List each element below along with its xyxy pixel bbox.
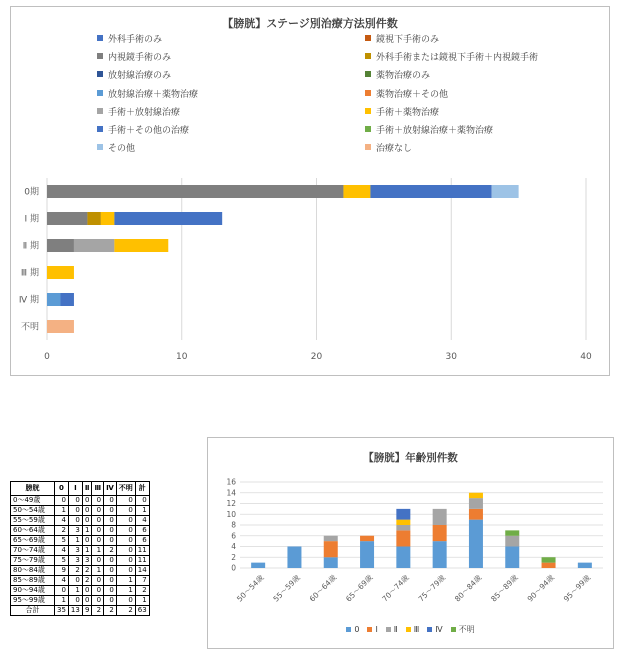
bar-segment xyxy=(433,541,447,568)
x-tick-label: 80～84歳 xyxy=(452,573,484,604)
bar-segment xyxy=(47,293,60,306)
table-cell: 2 xyxy=(135,586,149,596)
table-cell: 2 xyxy=(104,606,117,616)
table-cell: 0 xyxy=(116,566,135,576)
table-cell: 0 xyxy=(116,596,135,606)
table-cell: 14 xyxy=(135,566,149,576)
bar-segment xyxy=(469,493,483,498)
table-cell: 70～74歳 xyxy=(11,546,55,556)
bar-segment xyxy=(469,509,483,520)
legend-swatch xyxy=(346,627,351,632)
legend-label: Ⅲ xyxy=(413,625,420,634)
table-cell: 4 xyxy=(135,516,149,526)
x-tick-label: 90～94歳 xyxy=(525,573,556,604)
x-tick-label: 50～54歳 xyxy=(235,573,266,604)
x-tick-label: 70～74歳 xyxy=(380,573,411,604)
y-tick-label: 16 xyxy=(226,477,236,487)
table-cell: 95～99歳 xyxy=(11,596,55,606)
bar-segment xyxy=(74,239,114,252)
table-row xyxy=(11,566,150,576)
legend-label: 手術＋その他の治療 xyxy=(108,126,190,136)
bar-segment xyxy=(251,563,265,568)
bar-segment xyxy=(324,541,338,557)
table-cell: 3 xyxy=(68,556,82,566)
legend-label: Ⅳ xyxy=(435,625,443,634)
table-cell: 0 xyxy=(104,566,117,576)
x-tick-label: 85～89歳 xyxy=(489,573,520,604)
y-tick-label: Ⅲ 期 xyxy=(20,268,39,279)
table-cell: 90～94歳 xyxy=(11,586,55,596)
table-cell: 0 xyxy=(82,516,92,526)
table-cell: 1 xyxy=(55,596,69,606)
table-cell: 11 xyxy=(135,556,149,566)
table-header-cell: 計 xyxy=(135,482,149,496)
table-cell: 0 xyxy=(92,506,104,516)
legend-item xyxy=(346,625,359,634)
bar-segment xyxy=(542,557,556,562)
table-cell: 6 xyxy=(135,536,149,546)
bar-segment xyxy=(578,563,592,568)
table-cell: 6 xyxy=(135,526,149,536)
y-tick-label: 6 xyxy=(231,531,236,541)
table-cell: 0 xyxy=(104,556,117,566)
bar-segment xyxy=(505,530,519,535)
table-cell: 0 xyxy=(104,586,117,596)
table-cell: 0 xyxy=(116,556,135,566)
x-tick-label: 0 xyxy=(44,352,50,362)
table-cell: 5 xyxy=(55,556,69,566)
bar-segment xyxy=(114,239,168,252)
x-tick-label: 20 xyxy=(310,352,323,362)
legend-label: 手術＋放射線治療 xyxy=(108,107,181,118)
table-row xyxy=(11,506,150,516)
y-tick-label: 0 xyxy=(231,563,236,573)
legend-item xyxy=(386,625,398,634)
table-cell: 0 xyxy=(104,576,117,586)
legend-label: Ⅰ xyxy=(375,625,378,634)
table-cell: 55～59歳 xyxy=(11,516,55,526)
table-header-cell: 0 xyxy=(55,482,69,496)
legend-label: 手術＋放射線治療＋薬物治療 xyxy=(376,126,494,136)
table-cell: 3 xyxy=(68,526,82,536)
y-tick-label: 2 xyxy=(231,552,236,562)
table-cell: 0 xyxy=(92,556,104,566)
table-cell: 合計 xyxy=(11,606,55,616)
table-row xyxy=(11,516,150,526)
table-cell: 65～69歳 xyxy=(11,536,55,546)
table-cell: 0 xyxy=(116,546,135,556)
table-cell: 7 xyxy=(135,576,149,586)
x-tick-label: 60～64歳 xyxy=(307,573,339,604)
table-cell: 1 xyxy=(82,526,92,536)
table-cell: 0 xyxy=(104,536,117,546)
table-cell: 0 xyxy=(68,596,82,606)
table-header-cell: Ⅰ xyxy=(68,482,82,496)
table-cell: 0 xyxy=(116,516,135,526)
bar-segment xyxy=(47,212,87,225)
x-tick-label: 40 xyxy=(580,352,592,362)
table-cell: 3 xyxy=(68,546,82,556)
x-tick-label: 55～59歳 xyxy=(271,573,302,604)
legend-label: 外科手術または鏡視下手術＋内視鏡手術 xyxy=(376,53,539,64)
table-cell: 0 xyxy=(116,526,135,536)
table-cell: 0 xyxy=(104,506,117,516)
legend-label: 不明 xyxy=(458,625,475,634)
table-row xyxy=(11,546,150,556)
table-cell: 4 xyxy=(55,576,69,586)
table-cell: 0 xyxy=(104,526,117,536)
table-row xyxy=(11,526,150,536)
table-cell: 1 xyxy=(116,586,135,596)
table-cell: 1 xyxy=(135,596,149,606)
table-row xyxy=(11,596,150,606)
table-cell: 50～54歳 xyxy=(11,506,55,516)
table-cell: 0 xyxy=(68,496,82,506)
table-cell: 0 xyxy=(116,536,135,546)
bar-segment xyxy=(87,212,100,225)
legend-label: 内視鏡手術のみ xyxy=(108,53,172,64)
table-cell: 2 xyxy=(92,606,104,616)
bar-segment xyxy=(60,293,73,306)
table-cell: 0 xyxy=(92,586,104,596)
y-tick-label: 不明 xyxy=(20,322,39,333)
legend-item xyxy=(367,625,377,634)
age-chart xyxy=(207,437,614,649)
bar-segment xyxy=(396,525,410,530)
table-cell: 0 xyxy=(92,596,104,606)
legend-swatch xyxy=(406,627,411,632)
table-cell: 13 xyxy=(68,606,82,616)
bar-segment xyxy=(370,185,491,198)
table-cell: 5 xyxy=(55,536,69,546)
legend-label: その他 xyxy=(108,144,136,155)
table-cell: 0 xyxy=(92,536,104,546)
legend-label: 鏡視下手術のみ xyxy=(376,35,440,45)
x-tick-label: 95～99歳 xyxy=(561,573,593,604)
table-row xyxy=(11,576,150,586)
table-cell: 63 xyxy=(135,606,149,616)
bar-segment xyxy=(114,212,222,225)
table-cell: 2 xyxy=(68,566,82,576)
bar-segment xyxy=(47,320,74,333)
legend-label: 放射線治療＋薬物治療 xyxy=(108,89,199,100)
bar-segment xyxy=(433,509,447,525)
y-tick-label: 12 xyxy=(226,499,236,508)
legend-item xyxy=(451,624,475,635)
table-cell: 1 xyxy=(92,546,104,556)
table-cell: 0 xyxy=(82,506,92,516)
bar-segment xyxy=(396,509,410,520)
bar-segment xyxy=(542,563,556,568)
table-cell: 9 xyxy=(82,606,92,616)
legend-swatch xyxy=(451,627,456,632)
table-cell: 1 xyxy=(82,546,92,556)
table-cell: 0 xyxy=(104,516,117,526)
table-cell: 1 xyxy=(116,576,135,586)
bar-segment xyxy=(505,547,519,569)
table-cell: 0～49歳 xyxy=(11,496,55,506)
legend-label: 0 xyxy=(354,625,360,634)
y-tick-label: 4 xyxy=(231,542,236,551)
table-cell: 75～79歳 xyxy=(11,556,55,566)
legend-label: 治療なし xyxy=(376,144,413,155)
table-cell: 0 xyxy=(92,576,104,586)
legend-item xyxy=(427,625,442,634)
bar-segment xyxy=(505,536,519,547)
table-header-cell: Ⅱ xyxy=(82,482,92,496)
table-cell: 0 xyxy=(116,506,135,516)
bar-segment xyxy=(324,536,338,541)
bar-segment xyxy=(396,547,410,569)
y-tick-label: Ⅰ 期 xyxy=(24,214,39,225)
y-tick-label: 14 xyxy=(226,488,236,498)
bar-segment xyxy=(396,530,410,546)
age-bar-chart xyxy=(208,438,613,648)
bar-segment xyxy=(287,547,301,569)
bar-segment xyxy=(469,520,483,568)
table-cell: 0 xyxy=(92,526,104,536)
table-cell: 0 xyxy=(92,496,104,506)
chart-legend xyxy=(208,624,613,635)
table-cell: 0 xyxy=(82,596,92,606)
bar-segment xyxy=(47,239,74,252)
x-tick-label: 30 xyxy=(445,352,457,362)
stage-treatment-chart xyxy=(10,6,610,376)
bar-segment xyxy=(324,557,338,568)
age-table xyxy=(10,481,150,616)
table-cell: 1 xyxy=(92,566,104,576)
bar-segment xyxy=(343,185,370,198)
table-cell: 0 xyxy=(104,496,117,506)
table-cell: 0 xyxy=(68,516,82,526)
legend-label: 外科手術のみ xyxy=(108,35,163,45)
table-cell: 4 xyxy=(55,516,69,526)
bar-segment xyxy=(360,541,374,568)
table-cell: 1 xyxy=(68,536,82,546)
table-cell: 0 xyxy=(82,586,92,596)
table-cell: 80～84歳 xyxy=(11,566,55,576)
stage-bar-chart xyxy=(11,7,609,375)
table-cell: 0 xyxy=(82,536,92,546)
table-cell: 11 xyxy=(135,546,149,556)
table-cell: 35 xyxy=(55,606,69,616)
bar-segment xyxy=(492,185,519,198)
table-cell: 0 xyxy=(104,596,117,606)
table-header-cell: Ⅳ xyxy=(104,482,117,496)
bar-segment xyxy=(469,498,483,509)
chart-title: 【膀胱】ステージ別治療方法別件数 xyxy=(222,17,398,30)
table-cell: 1 xyxy=(68,586,82,596)
table-cell: 0 xyxy=(68,506,82,516)
bar-segment xyxy=(47,185,343,198)
table-cell: 3 xyxy=(82,556,92,566)
table-cell: 0 xyxy=(68,576,82,586)
legend-label: 薬物治療＋その他 xyxy=(376,89,449,100)
bar-segment xyxy=(101,212,114,225)
legend-item xyxy=(406,625,420,634)
y-tick-label: Ⅳ 期 xyxy=(18,295,39,306)
table-cell: 1 xyxy=(135,506,149,516)
table-cell: 0 xyxy=(55,496,69,506)
table-cell: 9 xyxy=(55,566,69,576)
legend-label: 薬物治療のみ xyxy=(376,71,431,82)
table-row xyxy=(11,606,150,616)
table-row xyxy=(11,496,150,506)
bar-segment xyxy=(396,520,410,525)
table-cell: 0 xyxy=(92,516,104,526)
table-cell: 0 xyxy=(135,496,149,506)
table-header-cell: 不明 xyxy=(116,482,135,496)
bar-segment xyxy=(47,266,74,279)
table-header-cell: Ⅲ xyxy=(92,482,104,496)
table-cell: 0 xyxy=(82,496,92,506)
table-cell: 0 xyxy=(116,496,135,506)
legend-label: 放射線治療のみ xyxy=(108,71,172,82)
table-cell: 2 xyxy=(116,606,135,616)
table-cell: 2 xyxy=(55,526,69,536)
legend-label: 手術＋薬物治療 xyxy=(376,107,440,118)
legend-swatch xyxy=(386,627,391,632)
y-tick-label: Ⅱ 期 xyxy=(22,241,39,252)
table-cell: 2 xyxy=(104,546,117,556)
table-cell: 85～89歳 xyxy=(11,576,55,586)
legend-label: Ⅱ xyxy=(393,625,398,634)
bar-segment xyxy=(433,525,447,541)
y-tick-label: 10 xyxy=(226,509,236,519)
x-tick-label: 65～69歳 xyxy=(343,573,375,604)
table-cell: 4 xyxy=(55,546,69,556)
y-tick-label: 8 xyxy=(231,520,236,530)
table-cell: 0 xyxy=(55,586,69,596)
y-tick-label: 0期 xyxy=(24,187,39,198)
table-header-cell: 膀胱 xyxy=(11,482,55,496)
x-tick-label: 10 xyxy=(176,352,188,362)
table-row xyxy=(11,556,150,566)
chart-title: 【膀胱】年齢別件数 xyxy=(363,452,458,464)
x-tick-label: 75～79歳 xyxy=(416,573,448,604)
table-cell: 60～64歳 xyxy=(11,526,55,536)
table-row xyxy=(11,586,150,596)
table-cell: 1 xyxy=(55,506,69,516)
legend-swatch xyxy=(427,627,432,632)
table-cell: 2 xyxy=(82,566,92,576)
table-row xyxy=(11,536,150,546)
legend-swatch xyxy=(367,627,372,632)
bar-segment xyxy=(360,536,374,541)
table-cell: 2 xyxy=(82,576,92,586)
